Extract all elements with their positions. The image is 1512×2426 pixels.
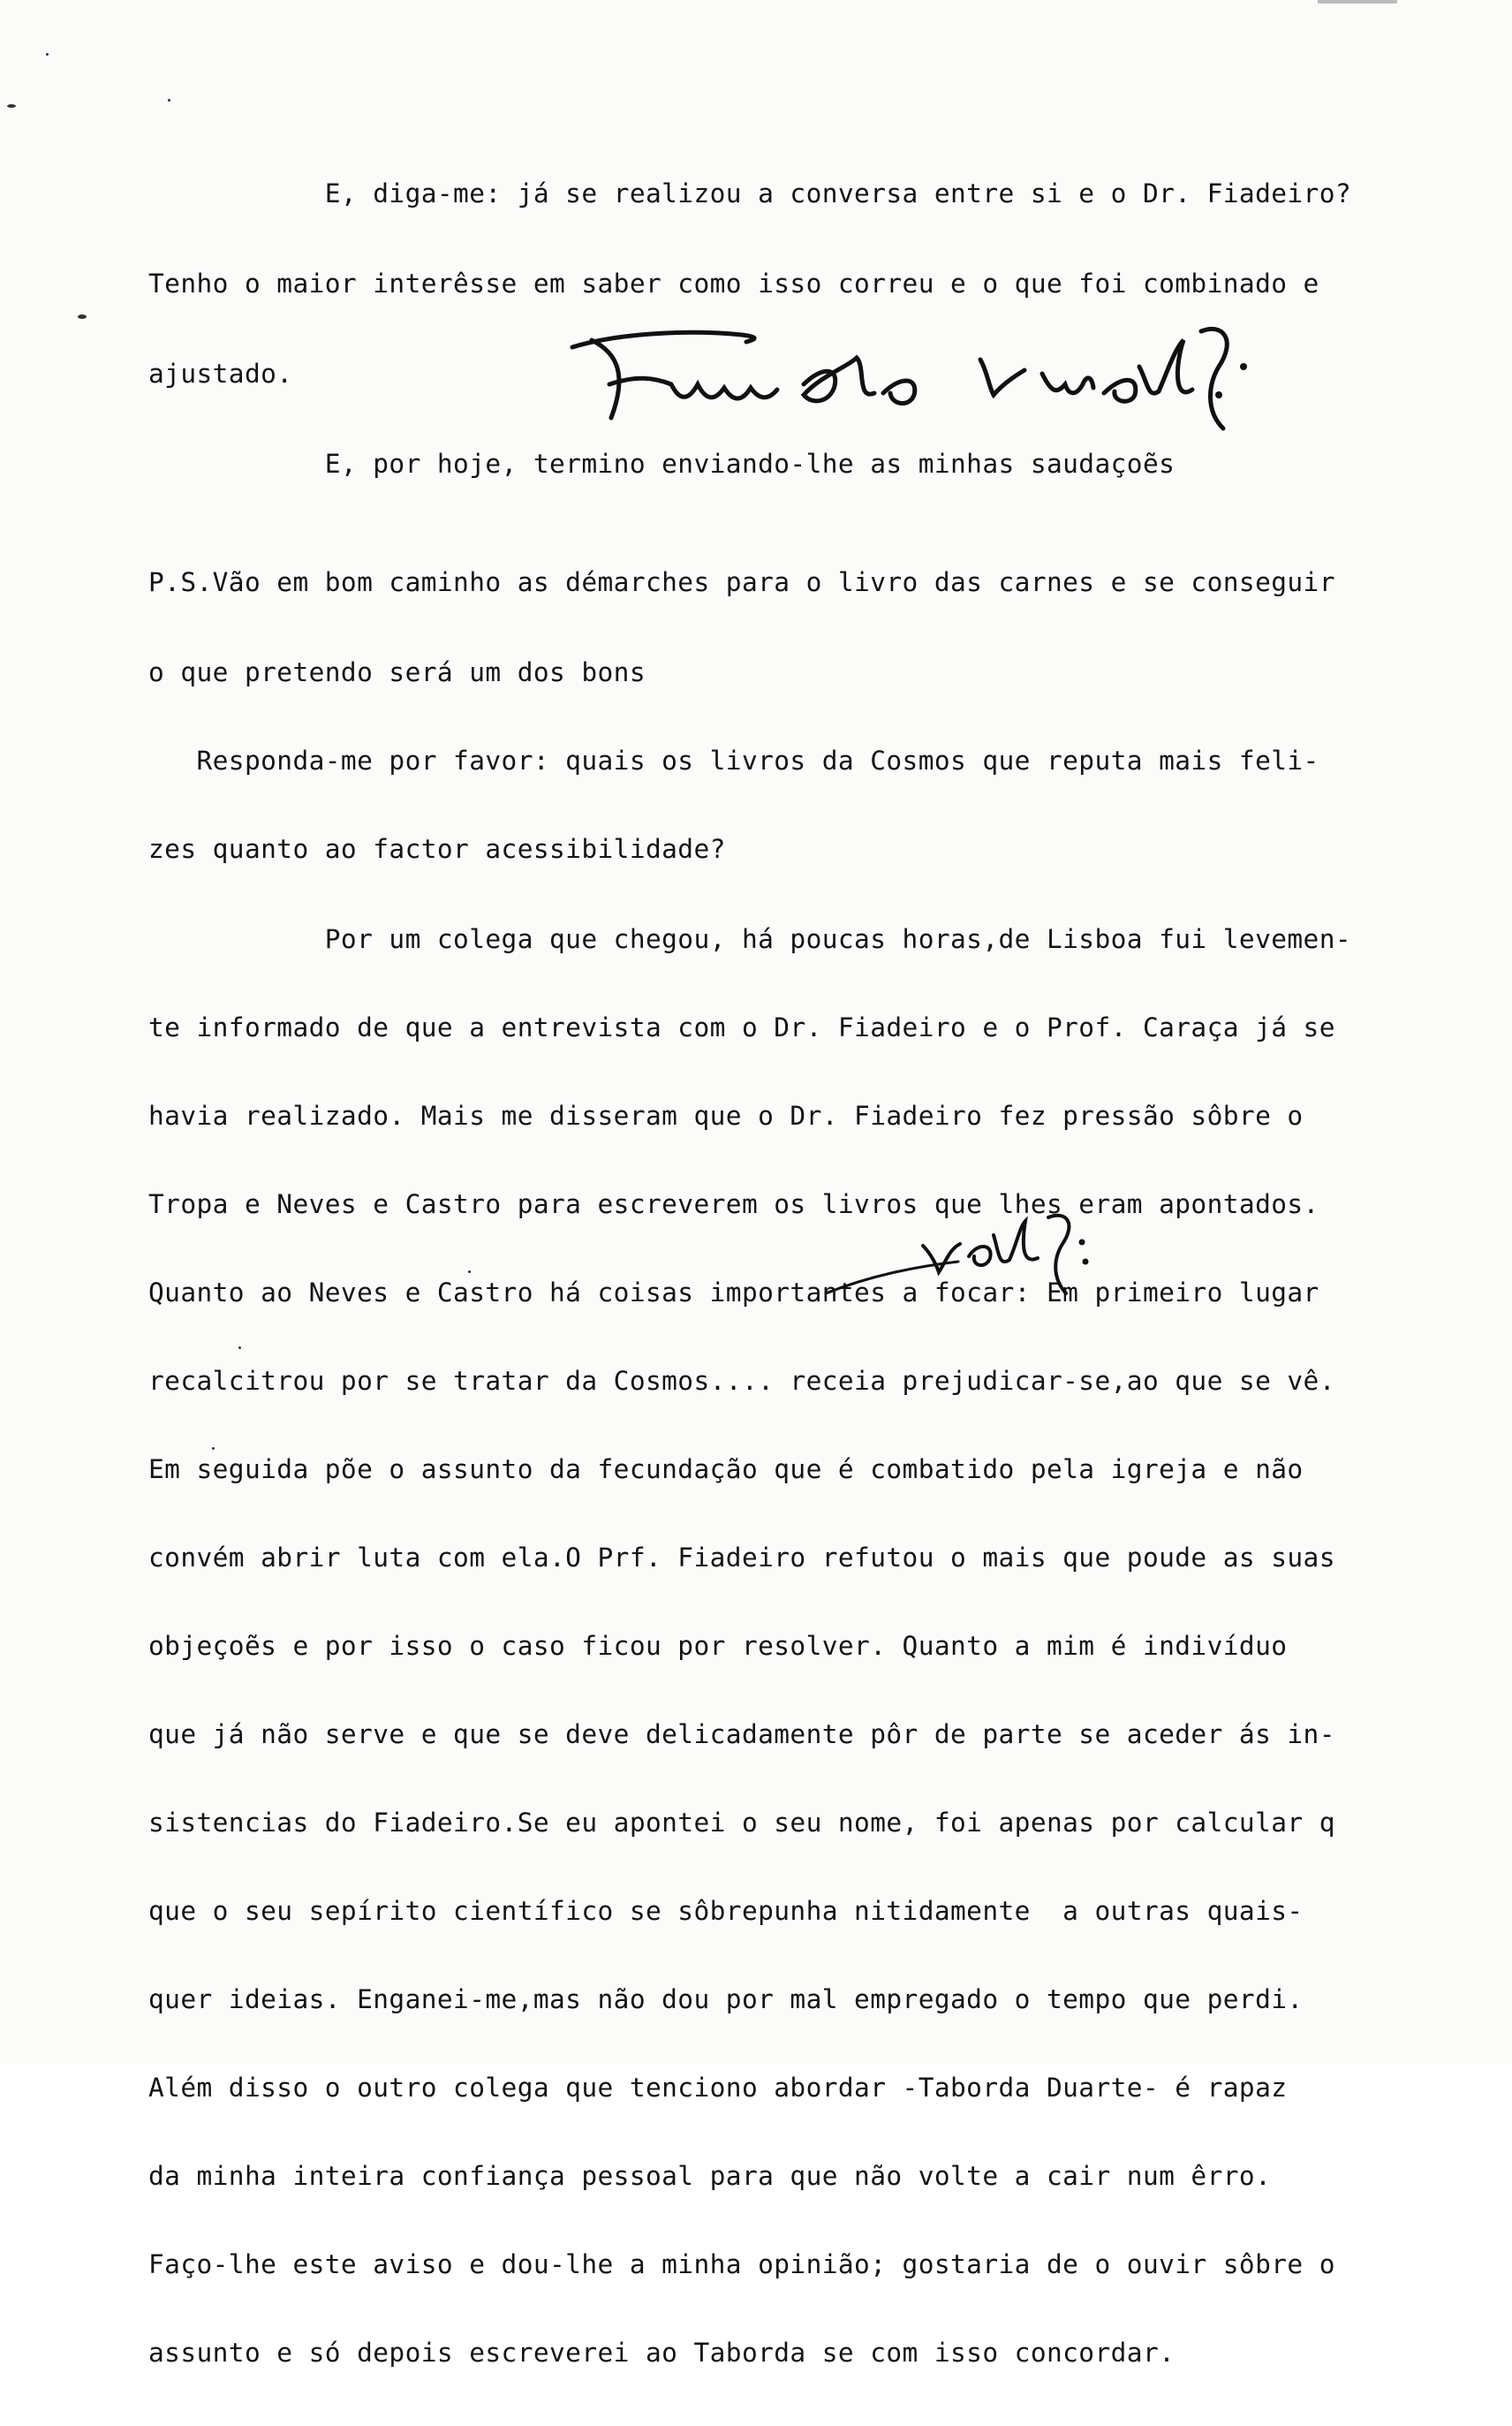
ps-line: recalcitrou por se tratar da Cosmos.... receia prejudicar-se,ao que se vê. <box>148 1366 1335 1396</box>
paper-mark <box>46 53 49 56</box>
ps-line: Em seguida põe o assunto da fecundação que é combatido pela igreja e não <box>148 1454 1304 1484</box>
ps-line: Por um colega que chegou, há poucas horas,de Lisboa fui levemen- <box>148 924 1352 954</box>
paper-mark <box>168 99 170 102</box>
top-edge-mark <box>1318 0 1397 4</box>
ps-line: da minha inteira confiança pessoal para que não volte a cair num êrro. <box>148 2161 1272 2191</box>
ps-line: Além disso o outro colega que tenciono abordar -Taborda Duarte- é rapaz <box>148 2073 1288 2103</box>
handwritten-initials <box>817 1191 1153 1306</box>
ps-line: o que pretendo será um dos bons <box>148 657 646 687</box>
ps-line: convém abrir luta com ela.O Prf. Fiadeiro refutou o mais que poude as suas <box>148 1543 1335 1573</box>
ps-line: P.S.Vão em bom caminho as démarches para o livro das carnes e se conseguir <box>148 567 1335 597</box>
ps-line: Faço-lhe este aviso e dou-lhe a minha opinião; gostaria de o ouvir sôbre o <box>148 2249 1335 2279</box>
body-line: E, diga-me: já se realizou a conversa entre si e o Dr. Fiadeiro? <box>148 178 1352 208</box>
paper-mark <box>78 315 87 319</box>
ps-line: assunto e só depois escreverei ao Taborda se com isso concordar. <box>148 2338 1176 2368</box>
postscript <box>148 507 1351 2426</box>
body-line: E, por hoje, termino enviando-lhe as minhas saudaçoẽs <box>148 449 1176 479</box>
ps-line: sistencias do Fiadeiro.Se eu apontei o seu nome, foi apenas por calcular q <box>148 1808 1335 1838</box>
ps-line: zes quanto ao factor acessibilidade? <box>148 834 726 864</box>
ps-line: que já não serve e que se deve delicadamente pôr de parte se aceder ás in- <box>148 1719 1335 1749</box>
paper-mark <box>7 104 16 108</box>
body-line: Tenho o maior interêsse em saber como isso correu e o que foi combinado e <box>148 269 1319 299</box>
ps-line: Responda-me por favor: quais os livros da Cosmos que reputa mais feli- <box>148 746 1319 776</box>
ps-line: te informado de que a entrevista com o Dr. Fiadeiro e o Prof. Caraça já se <box>148 1012 1335 1042</box>
body-line: ajustado. <box>148 359 293 389</box>
ps-line: quer ideias. Enganei-me,mas não dou por mal empregado o tempo que perdi. <box>148 1984 1304 2014</box>
ps-line: Tropa e Neves e Castro para escreverem os livros que lhes eram apontados. <box>148 1189 1319 1219</box>
ps-line: objeçoẽs e por isso o caso ficou por resolver. Quanto a mim é indivíduo <box>148 1631 1288 1661</box>
ps-line: que o seu sepírito científico se sôbrepunha nitidamente a outras quais- <box>148 1896 1304 1926</box>
ps-line: havia realizado. Mais me disseram que o Dr. Fiadeiro fez pressão sôbre o <box>148 1101 1304 1131</box>
ps-line: Quanto ao Neves e Castro há coisas importantes a focar: Em primeiro lugar <box>148 1277 1319 1308</box>
handwritten-signature <box>565 314 1263 446</box>
